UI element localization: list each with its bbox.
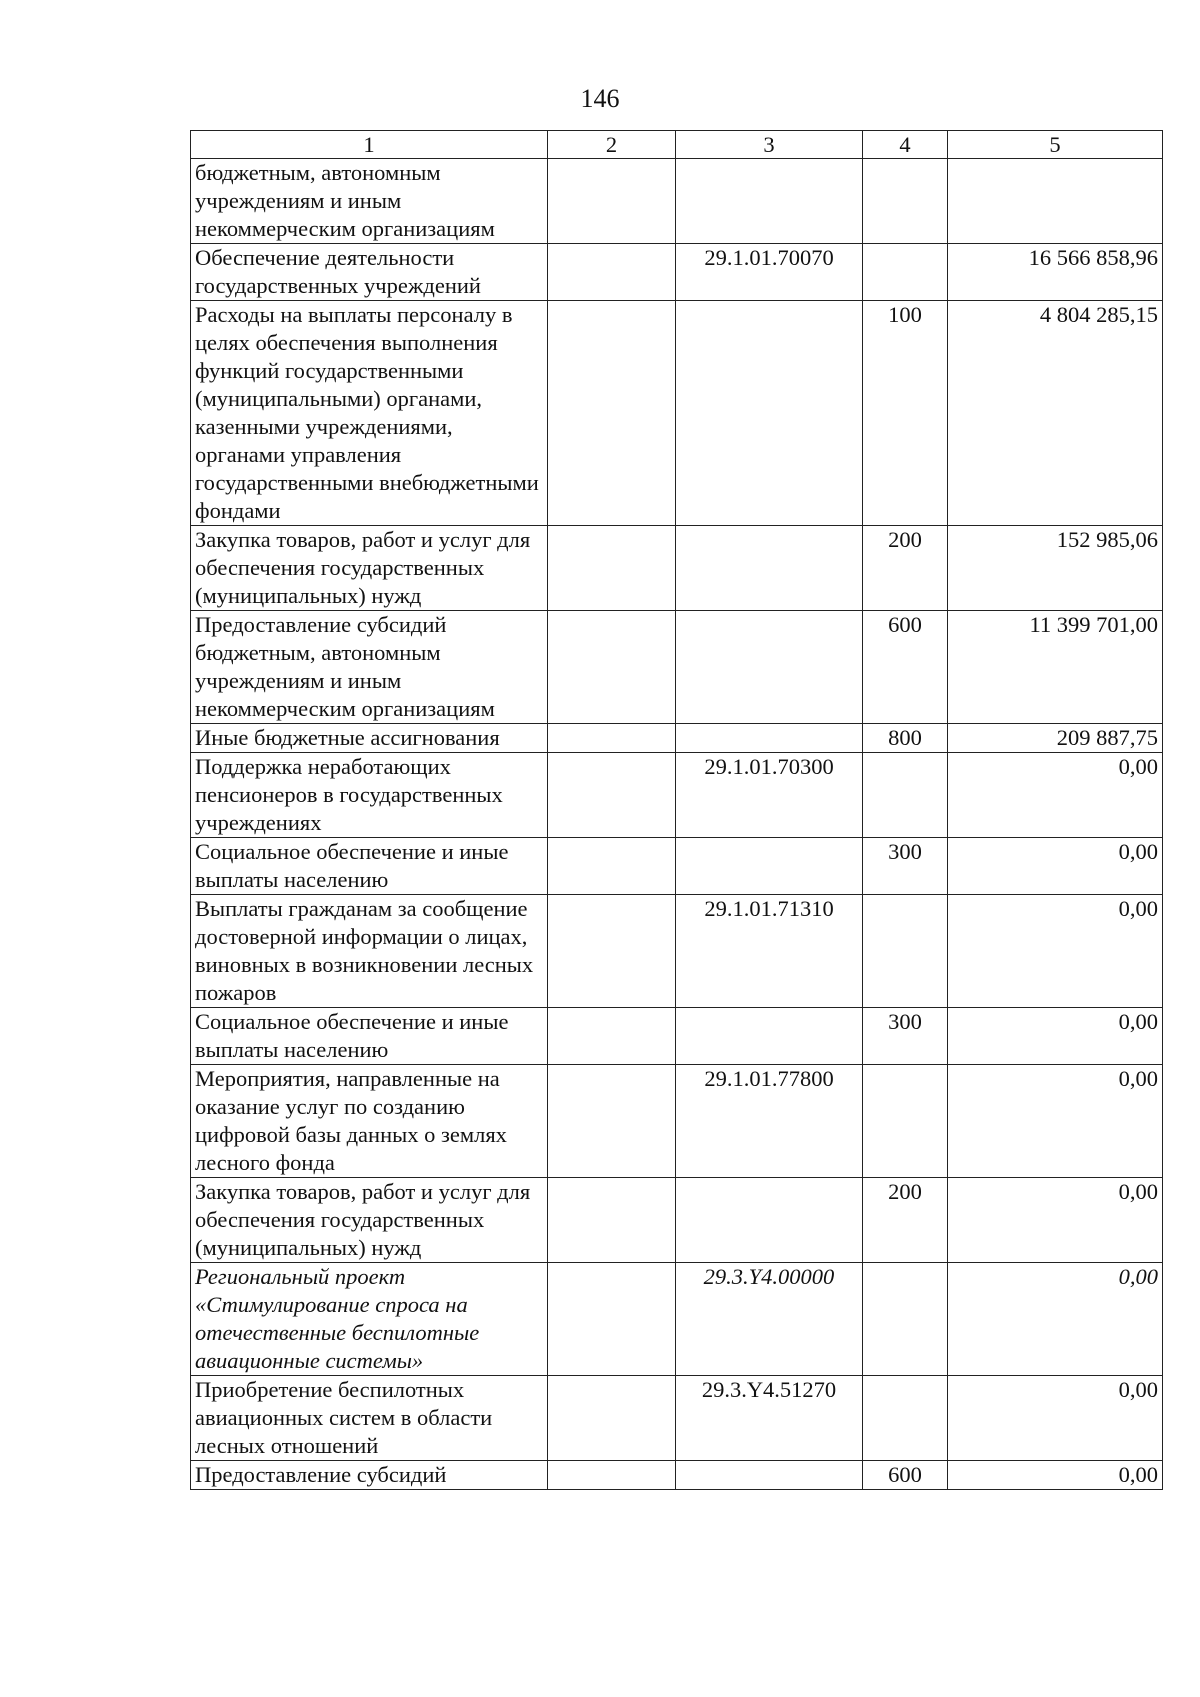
row-col2-cell [548,1065,676,1178]
table-row [191,895,1163,1008]
table-row [191,1263,1163,1376]
row-name-cell: Обеспечение деятельности государственных учреждений [191,244,548,301]
row-code-cell [676,1178,863,1263]
row-type-cell [863,1376,948,1461]
row-name-cell: Предоставление субсидий [191,1461,548,1490]
row-code-cell: 29.3.Y4.51270 [676,1376,863,1461]
row-amount-cell: 0,00 [948,838,1163,895]
header-row [191,131,1163,159]
header-cell: 2 [548,131,676,159]
table-row [191,724,1163,753]
row-type-cell: 600 [863,611,948,724]
header-cell: 5 [948,131,1163,159]
row-name-cell: бюджетным, автономным учреждениям и иным некоммерческим организациям [191,159,548,244]
table-row [191,301,1163,526]
table-row [191,838,1163,895]
row-amount-cell: 0,00 [948,753,1163,838]
row-code-cell [676,724,863,753]
table-row [191,753,1163,838]
row-amount-cell: 0,00 [948,1178,1163,1263]
row-name-cell: Приобретение беспилотных авиационных систем в области лесных отношений [191,1376,548,1461]
row-name-cell: Предоставление субсидий бюджетным, автономным учреждениям и иным некоммерческим организациям [191,611,548,724]
row-type-cell [863,895,948,1008]
row-code-cell [676,159,863,244]
row-type-cell [863,1263,948,1376]
row-amount-cell: 4 804 285,15 [948,301,1163,526]
row-code-cell [676,1461,863,1490]
row-name-cell: Региональный проект «Стимулирование спроса на отечественные беспилотные авиационные системы» [191,1263,548,1376]
row-code-cell [676,838,863,895]
row-name-cell: Расходы на выплаты персоналу в целях обеспечения выполнения функций государственными (муниципальными) органами, казенными учреждениями, органами управления государственными внебюджетными фондами [191,301,548,526]
table-row [191,1461,1163,1490]
row-code-cell: 29.1.01.70300 [676,753,863,838]
row-type-cell [863,244,948,301]
row-code-cell [676,611,863,724]
row-col2-cell [548,724,676,753]
header-cell: 3 [676,131,863,159]
row-amount-cell [948,159,1163,244]
row-amount-cell: 0,00 [948,1461,1163,1490]
row-type-cell: 300 [863,838,948,895]
row-type-cell: 200 [863,526,948,611]
table-row [191,1065,1163,1178]
row-col2-cell [548,1461,676,1490]
table-row [191,611,1163,724]
row-col2-cell [548,526,676,611]
table-row [191,1178,1163,1263]
row-code-cell [676,301,863,526]
row-code-cell: 29.3.Y4.00000 [676,1263,863,1376]
row-type-cell: 300 [863,1008,948,1065]
page-number: 146 [580,84,620,113]
row-amount-cell: 16 566 858,96 [948,244,1163,301]
header-cell: 1 [191,131,548,159]
row-col2-cell [548,611,676,724]
row-amount-cell: 0,00 [948,895,1163,1008]
row-name-cell: Закупка товаров, работ и услуг для обеспечения государственных (муниципальных) нужд [191,526,548,611]
row-amount-cell: 0,00 [948,1008,1163,1065]
row-code-cell: 29.1.01.70070 [676,244,863,301]
row-name-cell: Поддержка неработающих пенсионеров в государственных учреждениях [191,753,548,838]
row-col2-cell [548,838,676,895]
row-type-cell: 600 [863,1461,948,1490]
row-amount-cell: 0,00 [948,1376,1163,1461]
row-amount-cell: 0,00 [948,1065,1163,1178]
row-col2-cell [548,1376,676,1461]
table-row [191,1376,1163,1461]
row-col2-cell [548,1008,676,1065]
row-amount-cell: 152 985,06 [948,526,1163,611]
row-col2-cell [548,244,676,301]
row-code-cell [676,1008,863,1065]
row-col2-cell [548,1178,676,1263]
row-type-cell: 100 [863,301,948,526]
row-name-cell: Мероприятия, направленные на оказание услуг по созданию цифровой базы данных о землях лесного фонда [191,1065,548,1178]
row-col2-cell [548,895,676,1008]
row-type-cell [863,753,948,838]
row-col2-cell [548,301,676,526]
row-type-cell [863,1065,948,1178]
row-code-cell: 29.1.01.71310 [676,895,863,1008]
row-amount-cell: 0,00 [948,1263,1163,1376]
header-cell: 4 [863,131,948,159]
row-name-cell: Закупка товаров, работ и услуг для обеспечения государственных (муниципальных) нужд [191,1178,548,1263]
row-type-cell: 800 [863,724,948,753]
row-name-cell: Иные бюджетные ассигнования [191,724,548,753]
row-name-cell: Социальное обеспечение и иные выплаты населению [191,838,548,895]
row-amount-cell: 11 399 701,00 [948,611,1163,724]
row-type-cell [863,159,948,244]
table-row [191,244,1163,301]
row-name-cell: Социальное обеспечение и иные выплаты населению [191,1008,548,1065]
table-row [191,159,1163,244]
budget-table [190,130,1163,1490]
row-col2-cell [548,753,676,838]
row-type-cell: 200 [863,1178,948,1263]
row-code-cell: 29.1.01.77800 [676,1065,863,1178]
row-amount-cell: 209 887,75 [948,724,1163,753]
row-col2-cell [548,159,676,244]
table-row [191,1008,1163,1065]
row-col2-cell [548,1263,676,1376]
row-code-cell [676,526,863,611]
row-name-cell: Выплаты гражданам за сообщение достоверной информации о лицах, виновных в возникновении лесных пожаров [191,895,548,1008]
table-row [191,526,1163,611]
